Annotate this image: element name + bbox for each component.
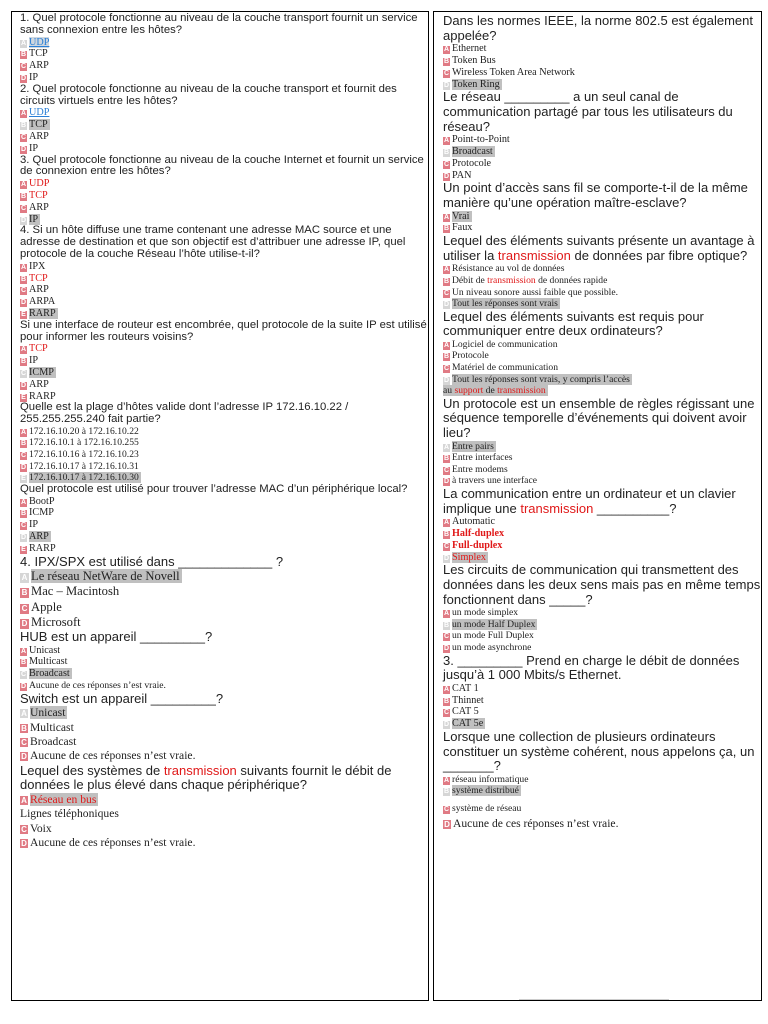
option-label: Voix xyxy=(30,821,52,835)
option-c xyxy=(20,519,428,531)
option-label: Un niveau sonore aussi faible que possible. xyxy=(452,286,618,298)
option-d xyxy=(20,461,428,473)
letter-badge: B xyxy=(20,192,27,200)
letter-badge: A xyxy=(443,519,450,527)
letter-badge: A xyxy=(20,181,27,189)
question-part: La communication entre un ordinateur et un clavier implique une xyxy=(443,486,736,516)
letter-badge: D xyxy=(20,463,27,471)
letter-badge: B xyxy=(20,510,27,518)
option-a xyxy=(20,793,428,807)
letter-badge: C xyxy=(443,365,450,373)
option-c xyxy=(443,630,761,642)
option-label: PAN xyxy=(452,169,472,181)
option-a xyxy=(443,339,761,351)
letter-badge: A xyxy=(443,685,450,693)
option-a xyxy=(20,706,428,720)
letter-badge: A xyxy=(443,266,450,274)
option-b xyxy=(20,584,428,599)
letter-badge: B xyxy=(443,788,450,796)
letter-badge: D xyxy=(443,478,450,486)
letter-badge: B xyxy=(20,440,27,448)
option-b xyxy=(443,785,761,797)
option-label: ARP xyxy=(29,201,49,213)
option-label: IP xyxy=(29,142,39,154)
letter-badge: B xyxy=(20,358,27,366)
option-label: Le réseau NetWare de Novell xyxy=(31,569,180,584)
question-part: __________? xyxy=(593,500,677,516)
option-d xyxy=(20,680,428,692)
letter-badge: A xyxy=(21,573,28,583)
question-text: HUB est un appareil _________? xyxy=(20,629,213,645)
option-label: Lignes téléphoniques xyxy=(20,807,119,821)
letter-badge: D xyxy=(20,216,27,224)
letter-badge: B xyxy=(443,530,450,538)
right-column xyxy=(433,11,762,1001)
option-label: Half-duplex xyxy=(452,527,505,539)
letter-badge: C xyxy=(443,289,450,297)
option-label: CAT 1 xyxy=(452,682,479,694)
letter-badge: B xyxy=(20,51,27,59)
option-label: IPX xyxy=(29,260,46,272)
option-a xyxy=(20,107,428,119)
letter-badge: C xyxy=(443,709,450,717)
question-text: Un protocole est un ensemble de règles régissant une séquence temporelle d’événements qui doivent avoir lieu? xyxy=(443,395,755,441)
option-c xyxy=(443,540,761,552)
question-text: 3. _________ Prend en charge le débit de données jusqu’à 1 000 Mbits/s Ethernet. xyxy=(443,652,740,683)
divider xyxy=(519,999,669,1000)
option-label: Apple xyxy=(31,599,62,614)
option-b xyxy=(443,146,761,158)
option-label: ARPA xyxy=(29,296,56,308)
option-a xyxy=(443,607,761,619)
letter-badge: C xyxy=(443,160,450,168)
letter-badge: D xyxy=(444,820,450,830)
option-a xyxy=(20,496,428,508)
letter-badge: D xyxy=(443,172,450,180)
option-label: TCP xyxy=(29,48,48,60)
option-a xyxy=(443,134,761,146)
keyword-highlight: support xyxy=(454,385,484,397)
option-label: Unicast xyxy=(30,706,66,720)
keyword-highlight: transmission xyxy=(487,274,536,286)
option-c xyxy=(20,668,428,680)
letter-badge: B xyxy=(443,697,450,705)
option-c xyxy=(20,600,428,615)
option-label: ICMP xyxy=(29,366,54,378)
letter-badge: D xyxy=(21,839,27,849)
option-c xyxy=(20,284,428,296)
option-b xyxy=(20,656,428,668)
option-label: Protocole xyxy=(452,157,492,169)
option-label: 172.16.10.20 à 172.16.10.22 xyxy=(29,425,139,437)
option-c xyxy=(20,449,428,461)
letter-badge: C xyxy=(21,603,28,613)
letter-badge: D xyxy=(443,376,450,384)
letter-badge: E xyxy=(21,393,26,401)
option-label: ARP xyxy=(29,60,49,72)
option-label: de xyxy=(483,385,498,397)
option-label: 172.16.10.16 à 172.16.10.23 xyxy=(29,449,139,461)
letter-badge: C xyxy=(443,69,450,77)
letter-badge: A xyxy=(20,39,27,47)
question-text: Si une interface de routeur est encombrée, quel protocole de la suite IP est utilisé pour informer les routeurs voisins? xyxy=(20,318,427,343)
letter-badge: A xyxy=(443,46,450,54)
letter-badge: D xyxy=(20,534,27,542)
option-a xyxy=(20,37,428,49)
option-b xyxy=(443,619,761,631)
letter-badge: D xyxy=(20,299,27,307)
letter-badge: B xyxy=(21,723,27,733)
option-label: Aucune de ces réponses n’est vraie. xyxy=(30,749,196,763)
question-text: Quel protocole est utilisé pour trouver l’adresse MAC d’un périphérique local? xyxy=(20,482,408,495)
letter-badge: C xyxy=(443,542,450,550)
keyword-highlight: transmission xyxy=(497,247,571,263)
option-a xyxy=(20,261,428,273)
option-label: TCP xyxy=(29,272,48,284)
option-label: Full-duplex xyxy=(452,539,503,551)
option-label: Thinnet xyxy=(452,694,484,706)
option-label: TCP xyxy=(29,119,48,131)
question-text: Le réseau _________ a un seul canal de communication partagé par tous les utilisateurs du réseau? xyxy=(443,89,733,134)
option-c xyxy=(443,803,761,815)
option-label: un mode asynchrone xyxy=(452,641,532,653)
letter-badge: D xyxy=(443,721,450,729)
keyword-highlight: transmission xyxy=(497,385,546,397)
letter-badge: B xyxy=(20,275,27,283)
letter-badge: A xyxy=(20,647,27,655)
letter-badge: C xyxy=(443,466,450,474)
letter-badge: A xyxy=(443,610,450,618)
option-a xyxy=(20,569,428,584)
option-label: 172.16.10.17 à 172.16.10.30 xyxy=(29,472,139,484)
option-label: Matériel de communication xyxy=(452,362,559,374)
letter-badge: C xyxy=(20,671,27,679)
option-label: système de réseau xyxy=(452,802,522,814)
option-label: 172.16.10.1 à 172.16.10.255 xyxy=(29,437,139,449)
option-c xyxy=(20,202,428,214)
letter-badge: B xyxy=(443,353,450,361)
letter-badge: C xyxy=(20,452,27,460)
option-label: ARP xyxy=(29,284,49,296)
option-label: ARP xyxy=(29,531,49,543)
option-label: Aucune de ces réponses n’est vraie. xyxy=(453,817,619,831)
option-label: Aucune de ces réponses n’est vraie. xyxy=(30,836,196,850)
letter-badge: B xyxy=(443,148,450,156)
option-a xyxy=(443,683,761,695)
option-b xyxy=(20,807,428,821)
option-label: Réseau en bus xyxy=(30,793,97,807)
option-b xyxy=(20,355,428,367)
letter-badge: A xyxy=(20,346,27,354)
option-label: Faux xyxy=(452,222,473,234)
question-text: Switch est un appareil _________? xyxy=(20,690,224,706)
option-a xyxy=(443,516,761,528)
letter-badge: D xyxy=(443,644,450,652)
letter-badge: D xyxy=(20,381,27,389)
option-label: UDP xyxy=(29,36,50,48)
letter-badge: E xyxy=(21,475,26,483)
option-a xyxy=(443,774,761,786)
option-label: ICMP xyxy=(29,507,54,519)
option-continuation xyxy=(443,385,548,396)
option-d xyxy=(443,374,761,386)
option-label: Unicast xyxy=(29,644,61,656)
letter-badge: A xyxy=(443,776,450,784)
option-label: IP xyxy=(29,519,39,531)
letter-badge: C xyxy=(443,633,450,641)
question-text xyxy=(20,764,428,793)
letter-badge: C xyxy=(443,805,450,813)
letter-badge: B xyxy=(443,225,450,233)
option-b xyxy=(20,119,428,131)
option-d xyxy=(20,531,428,543)
letter-badge: E xyxy=(21,545,26,553)
option-label: Mac – Macintosh xyxy=(31,584,120,599)
option-b xyxy=(20,273,428,285)
letter-badge: A xyxy=(20,263,27,271)
option-d xyxy=(20,749,428,763)
option-label: Entre pairs xyxy=(452,440,494,452)
letter-badge: B xyxy=(20,659,27,667)
option-label: Résistance au vol de données xyxy=(452,263,565,275)
option-e xyxy=(20,543,428,555)
question-text: Lorsque une collection de plusieurs ordinateurs constituer un système cohérent, nous appelons ça, un _______? xyxy=(443,728,755,774)
letter-badge: E xyxy=(21,310,26,318)
option-label: IP xyxy=(29,71,39,83)
option-b xyxy=(20,48,428,60)
option-c xyxy=(443,67,761,79)
letter-badge: B xyxy=(443,57,450,65)
option-d xyxy=(443,298,761,310)
letter-badge: B xyxy=(20,122,27,130)
option-label: ARP xyxy=(29,130,49,142)
option-label: IP xyxy=(29,355,39,367)
option-c xyxy=(20,131,428,143)
option-b xyxy=(443,275,761,287)
option-b xyxy=(20,507,428,519)
option-label: Automatic xyxy=(452,516,496,528)
keyword-highlight: transmission xyxy=(163,762,237,778)
option-d xyxy=(20,836,428,850)
option-a xyxy=(443,43,761,55)
letter-badge: C xyxy=(20,204,27,212)
option-label: UDP xyxy=(29,178,50,190)
letter-badge: A xyxy=(20,498,27,506)
option-c xyxy=(20,60,428,72)
letter-badge: C xyxy=(21,824,27,834)
option-label: Débit de xyxy=(452,274,488,286)
letter-badge: D xyxy=(443,81,450,89)
letter-badge: B xyxy=(443,455,450,463)
option-d xyxy=(20,72,428,84)
question-part: de données par fibre optique? xyxy=(570,247,748,263)
option-label: Broadcast xyxy=(30,735,77,749)
letter-badge: D xyxy=(443,554,450,562)
keyword-highlight: transmission xyxy=(520,500,594,516)
option-e xyxy=(20,308,428,320)
option-a xyxy=(443,211,761,223)
option-label: Broadcast xyxy=(29,668,70,680)
option-label: Wireless Token Area Network xyxy=(452,66,575,78)
letter-badge: D xyxy=(443,301,450,309)
option-a xyxy=(443,441,761,453)
option-label: Point-to-Point xyxy=(452,134,510,146)
option-label: TCP xyxy=(29,189,48,201)
option-label: à travers une interface xyxy=(452,475,537,487)
option-label: CAT 5e xyxy=(452,718,484,730)
option-a xyxy=(20,645,428,657)
option-label: IP xyxy=(29,213,39,225)
option-d xyxy=(20,379,428,391)
question-text: Quelle est la plage d’hôtes valide dont l’adresse IP 172.16.10.22 / 255.255.255.240 fait partie? xyxy=(20,401,349,426)
question-text xyxy=(443,487,761,516)
option-d xyxy=(443,642,761,654)
option-a xyxy=(443,263,761,275)
option-label: RARP xyxy=(29,390,56,402)
option-b xyxy=(443,55,761,67)
option-label: Entre interfaces xyxy=(452,452,513,464)
question-text: Lequel des éléments suivants est requis pour communiquer entre deux ordinateurs? xyxy=(443,308,704,339)
option-label: un mode Full Duplex xyxy=(452,630,534,642)
option-b xyxy=(20,437,428,449)
option-label: de données rapide xyxy=(535,274,608,286)
option-label: Ethernet xyxy=(452,43,487,55)
question-part: suivants fournit le débit de données le plus élevé dans chaque périphérique? xyxy=(20,762,392,793)
letter-badge: D xyxy=(21,618,28,628)
option-label: RARP xyxy=(29,542,56,554)
question-text: Dans les normes IEEE, la norme 802.5 est également appelée? xyxy=(443,13,753,43)
option-c xyxy=(443,287,761,299)
letter-badge: C xyxy=(20,369,27,377)
option-b xyxy=(443,695,761,707)
question-part: Lequel des éléments suivants présente un avantage à utiliser la xyxy=(443,233,755,263)
option-label: Token Ring xyxy=(452,78,500,90)
option-label: TCP xyxy=(29,343,48,355)
option-label: réseau informatique xyxy=(452,773,529,785)
question-text xyxy=(443,234,761,263)
option-b xyxy=(443,528,761,540)
option-c xyxy=(20,735,428,749)
letter-badge: A xyxy=(21,796,27,806)
option-d xyxy=(20,296,428,308)
question-part: Lequel des systèmes de xyxy=(20,762,164,778)
option-label: Multicast xyxy=(30,720,74,734)
option-b xyxy=(443,350,761,362)
letter-badge: D xyxy=(21,752,27,762)
letter-badge: C xyxy=(20,287,27,295)
letter-badge: B xyxy=(443,277,450,285)
question-text: 3. Quel protocole fonctionne au niveau de la couche Internet et fournit un service de connexion entre les hôtes? xyxy=(20,153,424,178)
option-label: un mode Half Duplex xyxy=(452,618,536,630)
option-label: Simplex xyxy=(452,551,486,563)
option-label: 172.16.10.17 à 172.16.10.31 xyxy=(29,460,139,472)
option-b xyxy=(443,452,761,464)
letter-badge: D xyxy=(20,683,27,691)
option-d xyxy=(20,615,428,630)
option-label: Tout les réponses sont vrais xyxy=(452,298,558,310)
letter-badge: A xyxy=(21,709,27,719)
option-label: Aucune de ces réponses n’est vraie. xyxy=(29,680,166,692)
letter-badge: D xyxy=(20,74,27,82)
option-label: Vrai xyxy=(452,210,470,222)
option-label: UDP xyxy=(29,107,50,119)
option-c xyxy=(20,822,428,836)
question-text: 4. Si un hôte diffuse une trame contenant une adresse MAC source et une adresse de destination et que son objectif est d’attribuer une adresse IP, quel protocole de la couche Réseau l’hôte utilise-t-il? xyxy=(20,224,406,260)
option-c xyxy=(443,362,761,374)
question-text: 1. Quel protocole fonctionne au niveau de la couche transport fournit un service sans connexion entre les hôtes? xyxy=(20,12,418,36)
option-label: Broadcast xyxy=(452,145,493,157)
option-a xyxy=(20,178,428,190)
question-text: 4. IPX/SPX est utilisé dans _____________ ? xyxy=(20,553,284,569)
question-text: 2. Quel protocole fonctionne au niveau de la couche transport et fournit des circuits virtuels entre les hôtes? xyxy=(20,82,397,107)
option-label: système distribué xyxy=(452,785,519,797)
question-text: Les circuits de communication qui transmettent des données dans les deux sens mais pas en même temps fonctionnent dans _____? xyxy=(443,562,761,607)
letter-badge: A xyxy=(443,213,450,221)
option-label: RARP xyxy=(29,307,56,319)
option-b xyxy=(20,190,428,202)
letter-badge: A xyxy=(443,341,450,349)
letter-badge: C xyxy=(21,738,27,748)
option-c xyxy=(443,706,761,718)
letter-badge: A xyxy=(20,110,27,118)
option-label: Entre modems xyxy=(452,463,508,475)
letter-badge: C xyxy=(20,133,27,141)
letter-badge: A xyxy=(443,443,450,451)
option-label: BootP xyxy=(29,495,55,507)
option-label: CAT 5 xyxy=(452,706,479,718)
option-label: ARP xyxy=(29,378,49,390)
option-label: Tout les réponses sont vrais, y compris l’accès xyxy=(452,373,630,385)
option-label: Token Bus xyxy=(452,54,496,66)
option-label: un mode simplex xyxy=(452,607,519,619)
option-a xyxy=(20,343,428,355)
option-c xyxy=(443,158,761,170)
option-label: au xyxy=(443,385,455,397)
letter-badge: A xyxy=(443,137,450,145)
option-label: Microsoft xyxy=(31,614,81,629)
option-c xyxy=(20,367,428,379)
letter-badge: C xyxy=(20,63,27,71)
letter-badge: C xyxy=(20,522,27,530)
letter-badge: B xyxy=(443,621,450,629)
letter-badge: B xyxy=(21,588,28,598)
option-label: Multicast xyxy=(29,656,68,668)
option-label: Protocole xyxy=(452,350,489,362)
option-c xyxy=(443,464,761,476)
option-b xyxy=(20,721,428,735)
letter-badge: D xyxy=(20,145,27,153)
option-label: Logiciel de communication xyxy=(452,338,558,350)
left-column xyxy=(11,11,429,1001)
option-d xyxy=(443,817,761,831)
option-d xyxy=(20,143,428,155)
question-text: Un point d’accès sans fil se comporte-t-il de la même manière qu’une opération maître-esclave? xyxy=(443,180,748,210)
option-a xyxy=(20,426,428,438)
letter-badge: A xyxy=(20,428,27,436)
